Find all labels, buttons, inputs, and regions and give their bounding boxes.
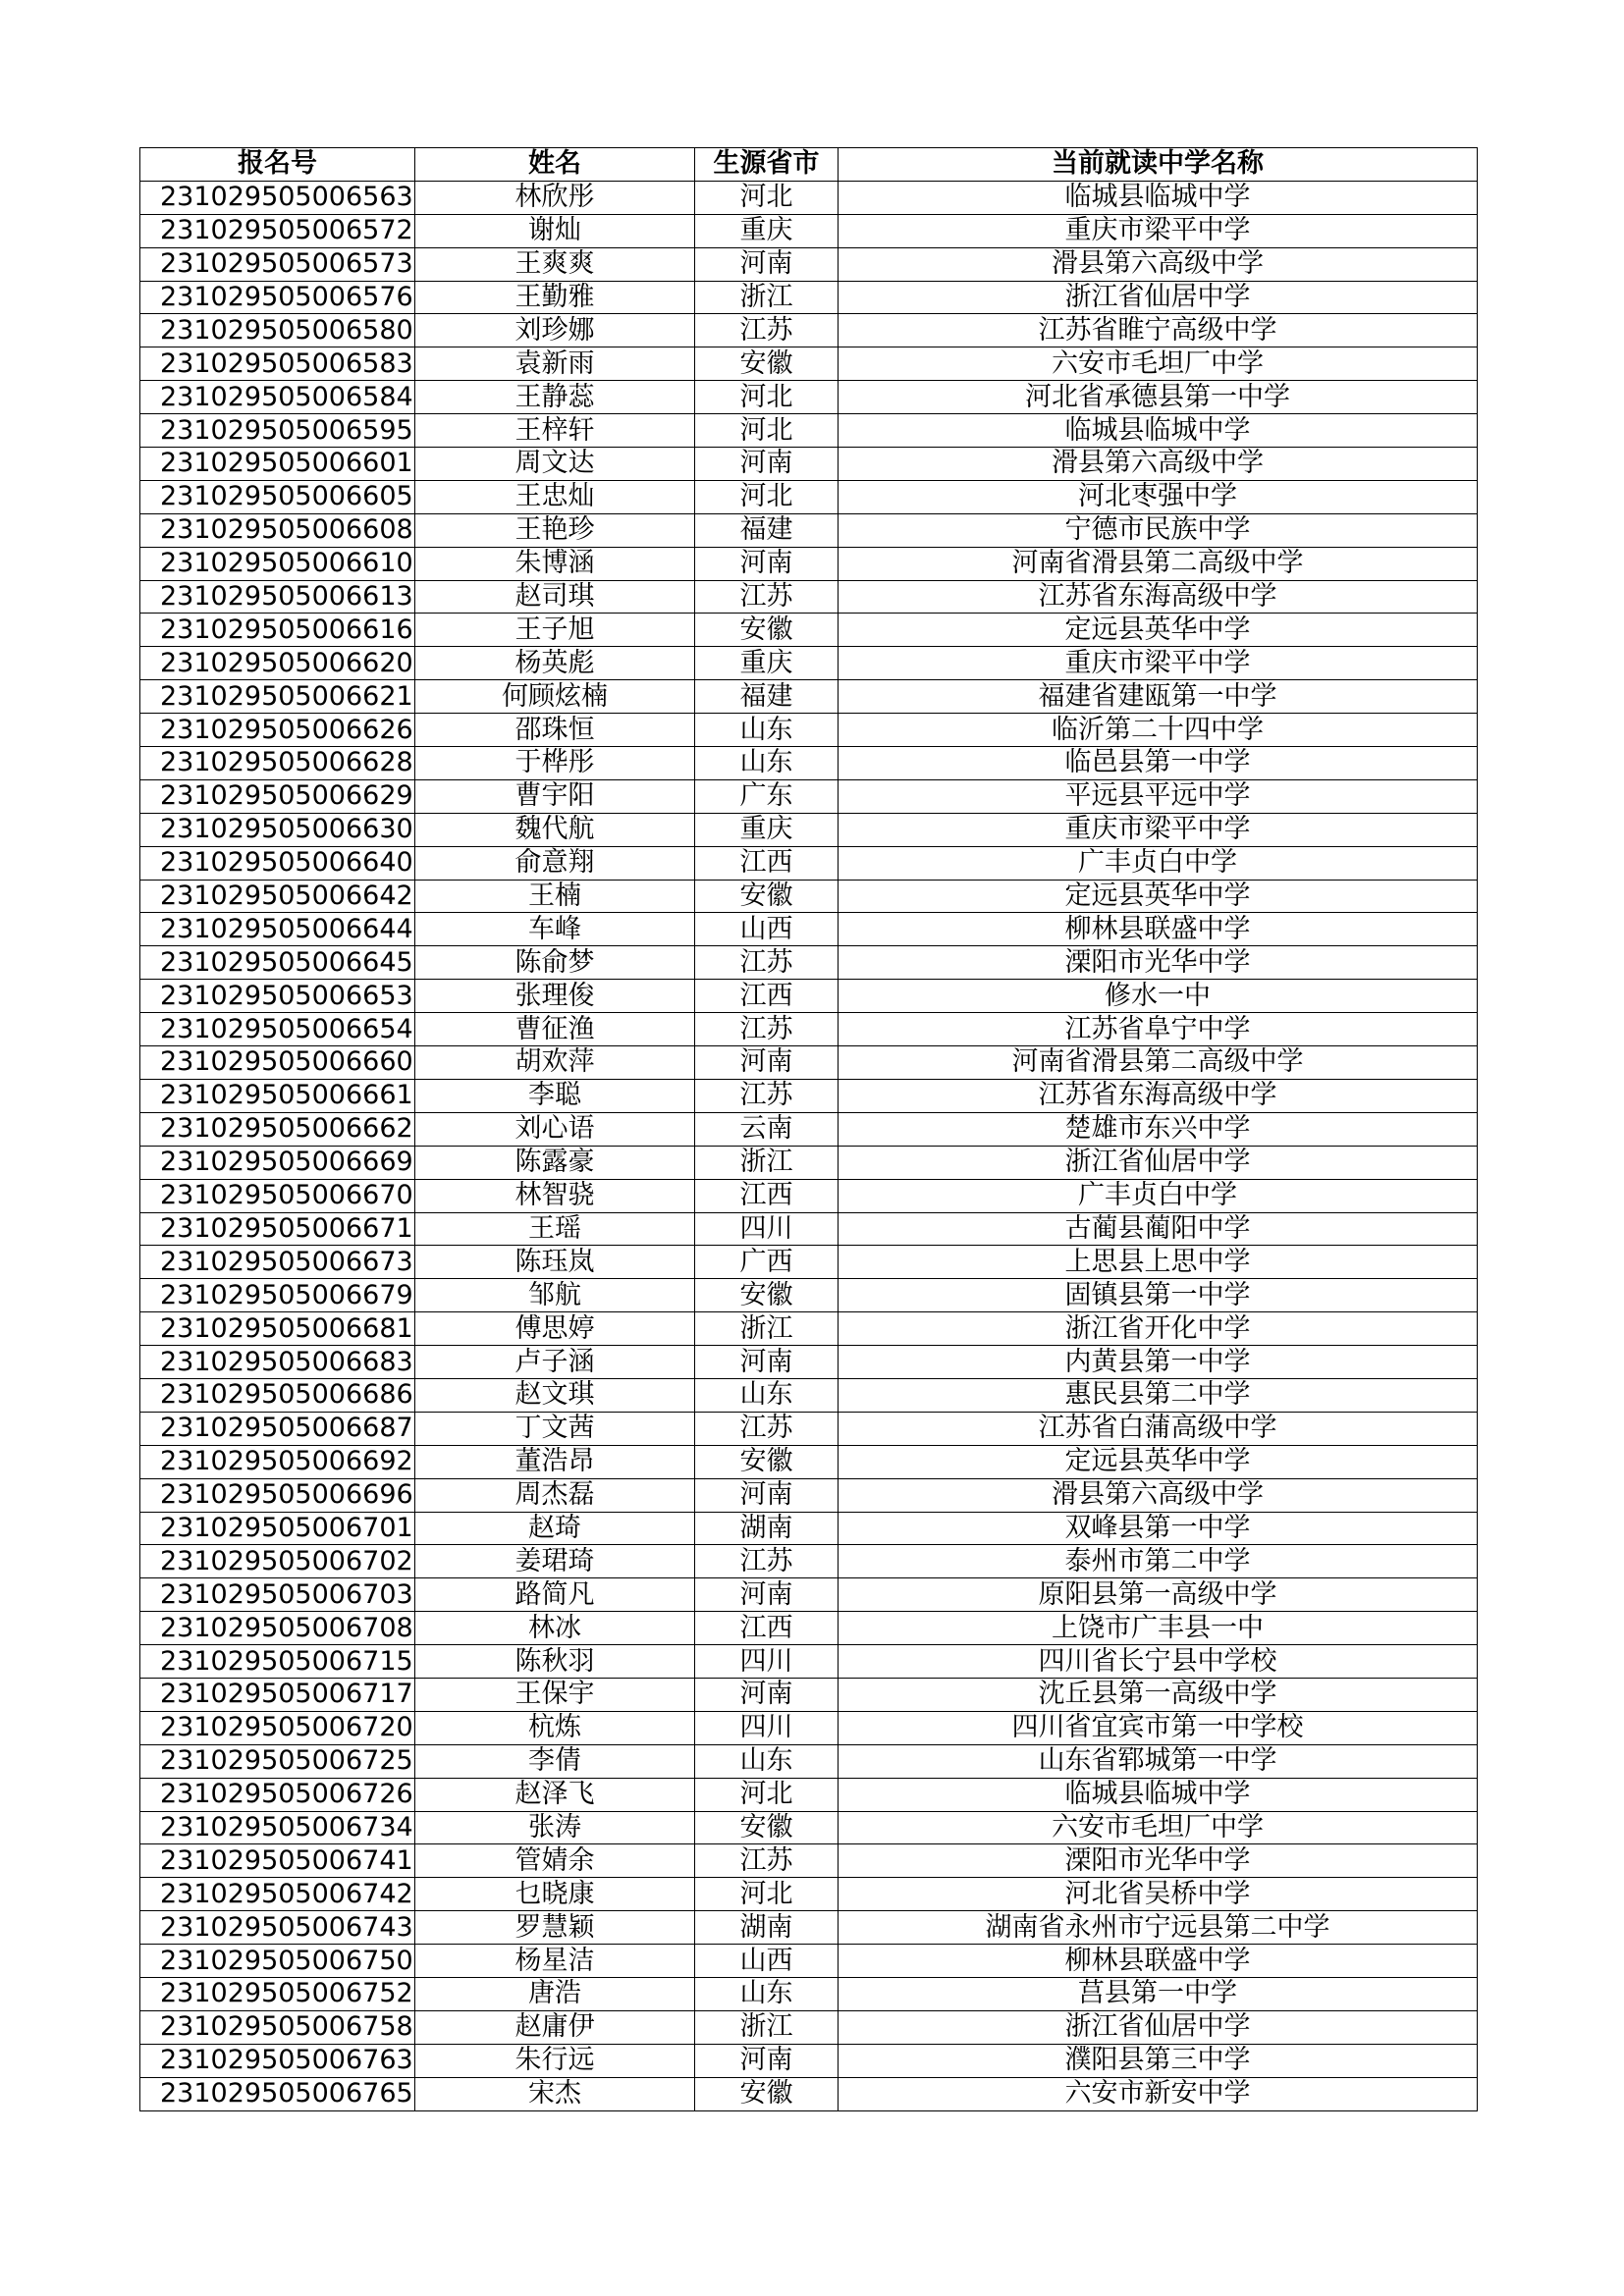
- table-row: [140, 1911, 1478, 1945]
- province-cell: 江苏: [695, 314, 839, 347]
- name-cell: 王勤雅: [415, 281, 695, 314]
- name-cell: 袁新雨: [415, 347, 695, 381]
- name-cell: 于桦彤: [415, 747, 695, 780]
- province-cell: 安徽: [695, 1279, 839, 1312]
- province-cell: 江苏: [695, 1013, 839, 1046]
- school-cell: 定远县英华中学: [839, 1445, 1478, 1478]
- school-cell: 湖南省永州市宁远县第二中学: [839, 1911, 1478, 1945]
- name-cell: 傅思婷: [415, 1312, 695, 1346]
- province-cell: 江苏: [695, 580, 839, 614]
- header-registration-number: 报名号: [140, 148, 415, 182]
- school-cell: 重庆市梁平中学: [839, 214, 1478, 247]
- name-cell: 赵司琪: [415, 580, 695, 614]
- province-cell: 云南: [695, 1112, 839, 1146]
- school-cell: 古蔺县蔺阳中学: [839, 1212, 1478, 1246]
- table-row: [140, 448, 1478, 481]
- name-cell: 周杰磊: [415, 1478, 695, 1512]
- table-row: [140, 1512, 1478, 1545]
- name-cell: 朱博涵: [415, 547, 695, 580]
- school-cell: 河南省滑县第二高级中学: [839, 1046, 1478, 1080]
- name-cell: 胡欢萍: [415, 1046, 695, 1080]
- school-cell: 江苏省阜宁中学: [839, 1013, 1478, 1046]
- name-cell: 李倩: [415, 1744, 695, 1778]
- registration-number-cell: 231029505006742: [140, 1878, 415, 1911]
- province-cell: 江苏: [695, 1545, 839, 1578]
- table-row: [140, 1146, 1478, 1179]
- name-cell: 曹征渔: [415, 1013, 695, 1046]
- province-cell: 河北: [695, 1778, 839, 1811]
- table-row: [140, 1013, 1478, 1046]
- registration-number-cell: 231029505006752: [140, 1977, 415, 2010]
- province-cell: 四川: [695, 1212, 839, 1246]
- school-cell: 临沂第二十四中学: [839, 714, 1478, 747]
- table-row: [140, 647, 1478, 680]
- school-cell: 浙江省仙居中学: [839, 281, 1478, 314]
- name-cell: 林欣彤: [415, 181, 695, 214]
- province-cell: 河南: [695, 547, 839, 580]
- registration-number-cell: 231029505006640: [140, 846, 415, 880]
- name-cell: 刘珍娜: [415, 314, 695, 347]
- table-row: [140, 813, 1478, 846]
- province-cell: 浙江: [695, 2010, 839, 2044]
- name-cell: 丁文茜: [415, 1412, 695, 1445]
- province-cell: 江西: [695, 1179, 839, 1212]
- province-cell: 河南: [695, 1046, 839, 1080]
- school-cell: 山东省郓城第一中学: [839, 1744, 1478, 1778]
- school-cell: 重庆市梁平中学: [839, 813, 1478, 846]
- table-row: [140, 281, 1478, 314]
- name-cell: 赵琦: [415, 1512, 695, 1545]
- school-cell: 溧阳市光华中学: [839, 1844, 1478, 1878]
- school-cell: 河南省滑县第二高级中学: [839, 547, 1478, 580]
- province-cell: 江西: [695, 846, 839, 880]
- name-cell: 姜珺琦: [415, 1545, 695, 1578]
- province-cell: 四川: [695, 1645, 839, 1679]
- province-cell: 重庆: [695, 647, 839, 680]
- school-cell: 浙江省仙居中学: [839, 2010, 1478, 2044]
- name-cell: 周文达: [415, 448, 695, 481]
- registration-number-cell: 231029505006683: [140, 1346, 415, 1379]
- province-cell: 浙江: [695, 281, 839, 314]
- table-row: [140, 580, 1478, 614]
- school-cell: 濮阳县第三中学: [839, 2044, 1478, 2077]
- school-cell: 江苏省白蒲高级中学: [839, 1412, 1478, 1445]
- student-table: [139, 147, 1478, 2111]
- registration-number-cell: 231029505006605: [140, 480, 415, 513]
- school-cell: 六安市毛坦厂中学: [839, 347, 1478, 381]
- province-cell: 福建: [695, 680, 839, 714]
- registration-number-cell: 231029505006692: [140, 1445, 415, 1478]
- registration-number-cell: 231029505006702: [140, 1545, 415, 1578]
- province-cell: 广东: [695, 779, 839, 813]
- table-row: [140, 1844, 1478, 1878]
- province-cell: 江西: [695, 1612, 839, 1645]
- name-cell: 王爽爽: [415, 247, 695, 281]
- name-cell: 王忠灿: [415, 480, 695, 513]
- table-row: [140, 1977, 1478, 2010]
- table-row: [140, 779, 1478, 813]
- name-cell: 张理俊: [415, 980, 695, 1013]
- registration-number-cell: 231029505006743: [140, 1911, 415, 1945]
- table-row: [140, 2010, 1478, 2044]
- registration-number-cell: 231029505006673: [140, 1246, 415, 1279]
- province-cell: 山西: [695, 1945, 839, 1978]
- school-cell: 临城县临城中学: [839, 1778, 1478, 1811]
- name-cell: 陈珏岚: [415, 1246, 695, 1279]
- registration-number-cell: 231029505006621: [140, 680, 415, 714]
- province-cell: 安徽: [695, 1445, 839, 1478]
- school-cell: 修水一中: [839, 980, 1478, 1013]
- registration-number-cell: 231029505006669: [140, 1146, 415, 1179]
- table-row: [140, 181, 1478, 214]
- province-cell: 浙江: [695, 1146, 839, 1179]
- registration-number-cell: 231029505006595: [140, 414, 415, 448]
- table-row: [140, 480, 1478, 513]
- registration-number-cell: 231029505006750: [140, 1945, 415, 1978]
- name-cell: 谢灿: [415, 214, 695, 247]
- table-row: [140, 1346, 1478, 1379]
- registration-number-cell: 231029505006576: [140, 281, 415, 314]
- registration-number-cell: 231029505006687: [140, 1412, 415, 1445]
- name-cell: 朱行远: [415, 2044, 695, 2077]
- school-cell: 定远县英华中学: [839, 614, 1478, 647]
- table-row: [140, 946, 1478, 980]
- registration-number-cell: 231029505006717: [140, 1678, 415, 1711]
- name-cell: 陈俞梦: [415, 946, 695, 980]
- province-cell: 河南: [695, 2044, 839, 2077]
- table-row: [140, 1545, 1478, 1578]
- name-cell: 杨英彪: [415, 647, 695, 680]
- registration-number-cell: 231029505006629: [140, 779, 415, 813]
- table-row: [140, 880, 1478, 913]
- table-row: [140, 1711, 1478, 1744]
- table-row: [140, 747, 1478, 780]
- name-cell: 王楠: [415, 880, 695, 913]
- header-row: [140, 148, 1478, 182]
- province-cell: 江苏: [695, 1844, 839, 1878]
- table-row: [140, 347, 1478, 381]
- school-cell: 浙江省仙居中学: [839, 1146, 1478, 1179]
- name-cell: 管婧余: [415, 1844, 695, 1878]
- table-row: [140, 381, 1478, 414]
- province-cell: 山西: [695, 913, 839, 946]
- school-cell: 临城县临城中学: [839, 181, 1478, 214]
- registration-number-cell: 231029505006645: [140, 946, 415, 980]
- province-cell: 河南: [695, 1578, 839, 1612]
- name-cell: 卢子涵: [415, 1346, 695, 1379]
- table-row: [140, 414, 1478, 448]
- school-cell: 滑县第六高级中学: [839, 448, 1478, 481]
- registration-number-cell: 231029505006610: [140, 547, 415, 580]
- name-cell: 陈露豪: [415, 1146, 695, 1179]
- name-cell: 王保宇: [415, 1678, 695, 1711]
- table-row: [140, 547, 1478, 580]
- province-cell: 湖南: [695, 1512, 839, 1545]
- province-cell: 安徽: [695, 1811, 839, 1844]
- header-name: 姓名: [415, 148, 695, 182]
- registration-number-cell: 231029505006573: [140, 247, 415, 281]
- table-row: [140, 913, 1478, 946]
- table-row: [140, 1412, 1478, 1445]
- table-row: [140, 247, 1478, 281]
- province-cell: 河南: [695, 247, 839, 281]
- province-cell: 河南: [695, 1678, 839, 1711]
- name-cell: 杭炼: [415, 1711, 695, 1744]
- school-cell: 滑县第六高级中学: [839, 1478, 1478, 1512]
- header-school: 当前就读中学名称: [839, 148, 1478, 182]
- school-cell: 四川省宜宾市第一中学校: [839, 1711, 1478, 1744]
- province-cell: 重庆: [695, 214, 839, 247]
- registration-number-cell: 231029505006626: [140, 714, 415, 747]
- name-cell: 王瑶: [415, 1212, 695, 1246]
- school-cell: 临邑县第一中学: [839, 747, 1478, 780]
- name-cell: 王静蕊: [415, 381, 695, 414]
- name-cell: 林智骁: [415, 1179, 695, 1212]
- school-cell: 福建省建瓯第一中学: [839, 680, 1478, 714]
- name-cell: 王梓轩: [415, 414, 695, 448]
- school-cell: 沈丘县第一高级中学: [839, 1678, 1478, 1711]
- registration-number-cell: 231029505006608: [140, 513, 415, 547]
- name-cell: 陈秋羽: [415, 1645, 695, 1679]
- registration-number-cell: 231029505006644: [140, 913, 415, 946]
- table-row: [140, 513, 1478, 547]
- registration-number-cell: 231029505006662: [140, 1112, 415, 1146]
- province-cell: 河北: [695, 1878, 839, 1911]
- table-row: [140, 1811, 1478, 1844]
- name-cell: 何顾炫楠: [415, 680, 695, 714]
- table-row: [140, 214, 1478, 247]
- school-cell: 惠民县第二中学: [839, 1378, 1478, 1412]
- table-row: [140, 1246, 1478, 1279]
- table-row: [140, 1378, 1478, 1412]
- school-cell: 上思县上思中学: [839, 1246, 1478, 1279]
- province-cell: 江苏: [695, 1079, 839, 1112]
- table-row: [140, 680, 1478, 714]
- registration-number-cell: 231029505006654: [140, 1013, 415, 1046]
- table-row: [140, 1578, 1478, 1612]
- name-cell: 王子旭: [415, 614, 695, 647]
- province-cell: 山东: [695, 1977, 839, 2010]
- province-cell: 河北: [695, 381, 839, 414]
- table-row: [140, 1312, 1478, 1346]
- registration-number-cell: 231029505006572: [140, 214, 415, 247]
- school-cell: 六安市新安中学: [839, 2077, 1478, 2110]
- name-cell: 杨星洁: [415, 1945, 695, 1978]
- registration-number-cell: 231029505006696: [140, 1478, 415, 1512]
- province-cell: 河北: [695, 414, 839, 448]
- school-cell: 六安市毛坦厂中学: [839, 1811, 1478, 1844]
- province-cell: 山东: [695, 1744, 839, 1778]
- name-cell: 乜晓康: [415, 1878, 695, 1911]
- registration-number-cell: 231029505006660: [140, 1046, 415, 1080]
- school-cell: 内黄县第一中学: [839, 1346, 1478, 1379]
- school-cell: 上饶市广丰县一中: [839, 1612, 1478, 1645]
- province-cell: 山东: [695, 714, 839, 747]
- registration-number-cell: 231029505006725: [140, 1744, 415, 1778]
- school-cell: 宁德市民族中学: [839, 513, 1478, 547]
- school-cell: 河北省承德县第一中学: [839, 381, 1478, 414]
- table-body: [140, 181, 1478, 2110]
- name-cell: 路简凡: [415, 1578, 695, 1612]
- province-cell: 江苏: [695, 1412, 839, 1445]
- school-cell: 重庆市梁平中学: [839, 647, 1478, 680]
- registration-number-cell: 231029505006620: [140, 647, 415, 680]
- table-row: [140, 1112, 1478, 1146]
- province-cell: 广西: [695, 1246, 839, 1279]
- registration-number-cell: 231029505006601: [140, 448, 415, 481]
- school-cell: 楚雄市东兴中学: [839, 1112, 1478, 1146]
- name-cell: 刘心语: [415, 1112, 695, 1146]
- school-cell: 江苏省睢宁高级中学: [839, 314, 1478, 347]
- table-row: [140, 846, 1478, 880]
- table-row: [140, 980, 1478, 1013]
- registration-number-cell: 231029505006765: [140, 2077, 415, 2110]
- school-cell: 滑县第六高级中学: [839, 247, 1478, 281]
- registration-number-cell: 231029505006616: [140, 614, 415, 647]
- name-cell: 董浩昂: [415, 1445, 695, 1478]
- school-cell: 定远县英华中学: [839, 880, 1478, 913]
- province-cell: 四川: [695, 1711, 839, 1744]
- table-row: [140, 1612, 1478, 1645]
- table-row: [140, 1945, 1478, 1978]
- province-cell: 湖南: [695, 1911, 839, 1945]
- table-row: [140, 1645, 1478, 1679]
- table-row: [140, 1445, 1478, 1478]
- name-cell: 宋杰: [415, 2077, 695, 2110]
- province-cell: 山东: [695, 1378, 839, 1412]
- province-cell: 浙江: [695, 1312, 839, 1346]
- table-row: [140, 2077, 1478, 2110]
- registration-number-cell: 231029505006584: [140, 381, 415, 414]
- name-cell: 唐浩: [415, 1977, 695, 2010]
- name-cell: 车峰: [415, 913, 695, 946]
- table-row: [140, 1878, 1478, 1911]
- province-cell: 河南: [695, 448, 839, 481]
- registration-number-cell: 231029505006720: [140, 1711, 415, 1744]
- registration-number-cell: 231029505006642: [140, 880, 415, 913]
- province-cell: 河南: [695, 1346, 839, 1379]
- name-cell: 赵文琪: [415, 1378, 695, 1412]
- school-cell: 泰州市第二中学: [839, 1545, 1478, 1578]
- school-cell: 广丰贞白中学: [839, 846, 1478, 880]
- province-cell: 江西: [695, 980, 839, 1013]
- registration-number-cell: 231029505006681: [140, 1312, 415, 1346]
- school-cell: 莒县第一中学: [839, 1977, 1478, 2010]
- table-row: [140, 614, 1478, 647]
- table-row: [140, 1478, 1478, 1512]
- province-cell: 河南: [695, 1478, 839, 1512]
- school-cell: 四川省长宁县中学校: [839, 1645, 1478, 1679]
- table-row: [140, 1179, 1478, 1212]
- registration-number-cell: 231029505006741: [140, 1844, 415, 1878]
- table-row: [140, 314, 1478, 347]
- registration-number-cell: 231029505006630: [140, 813, 415, 846]
- name-cell: 赵泽飞: [415, 1778, 695, 1811]
- province-cell: 重庆: [695, 813, 839, 846]
- registration-number-cell: 231029505006763: [140, 2044, 415, 2077]
- province-cell: 山东: [695, 747, 839, 780]
- school-cell: 溧阳市光华中学: [839, 946, 1478, 980]
- table-row: [140, 1212, 1478, 1246]
- registration-number-cell: 231029505006708: [140, 1612, 415, 1645]
- school-cell: 平远县平远中学: [839, 779, 1478, 813]
- table-row: [140, 1079, 1478, 1112]
- table-row: [140, 2044, 1478, 2077]
- registration-number-cell: 231029505006734: [140, 1811, 415, 1844]
- registration-number-cell: 231029505006583: [140, 347, 415, 381]
- registration-number-cell: 231029505006703: [140, 1578, 415, 1612]
- name-cell: 魏代航: [415, 813, 695, 846]
- name-cell: 林冰: [415, 1612, 695, 1645]
- name-cell: 罗慧颖: [415, 1911, 695, 1945]
- school-cell: 原阳县第一高级中学: [839, 1578, 1478, 1612]
- table-row: [140, 1778, 1478, 1811]
- registration-number-cell: 231029505006661: [140, 1079, 415, 1112]
- registration-number-cell: 231029505006671: [140, 1212, 415, 1246]
- province-cell: 河北: [695, 480, 839, 513]
- name-cell: 俞意翔: [415, 846, 695, 880]
- name-cell: 曹宇阳: [415, 779, 695, 813]
- table-row: [140, 714, 1478, 747]
- name-cell: 李聪: [415, 1079, 695, 1112]
- registration-number-cell: 231029505006726: [140, 1778, 415, 1811]
- registration-number-cell: 231029505006701: [140, 1512, 415, 1545]
- table-row: [140, 1744, 1478, 1778]
- school-cell: 江苏省东海高级中学: [839, 1079, 1478, 1112]
- province-cell: 福建: [695, 513, 839, 547]
- school-cell: 固镇县第一中学: [839, 1279, 1478, 1312]
- registration-number-cell: 231029505006679: [140, 1279, 415, 1312]
- name-cell: 赵庸伊: [415, 2010, 695, 2044]
- school-cell: 河北枣强中学: [839, 480, 1478, 513]
- registration-number-cell: 231029505006758: [140, 2010, 415, 2044]
- school-cell: 江苏省东海高级中学: [839, 580, 1478, 614]
- registration-number-cell: 231029505006686: [140, 1378, 415, 1412]
- registration-number-cell: 231029505006653: [140, 980, 415, 1013]
- registration-number-cell: 231029505006715: [140, 1645, 415, 1679]
- school-cell: 柳林县联盛中学: [839, 1945, 1478, 1978]
- province-cell: 安徽: [695, 880, 839, 913]
- registration-number-cell: 231029505006580: [140, 314, 415, 347]
- name-cell: 王艳珍: [415, 513, 695, 547]
- registration-number-cell: 231029505006613: [140, 580, 415, 614]
- registration-number-cell: 231029505006563: [140, 181, 415, 214]
- table-row: [140, 1046, 1478, 1080]
- name-cell: 张涛: [415, 1811, 695, 1844]
- school-cell: 浙江省开化中学: [839, 1312, 1478, 1346]
- table-row: [140, 1678, 1478, 1711]
- name-cell: 邹航: [415, 1279, 695, 1312]
- school-cell: 河北省吴桥中学: [839, 1878, 1478, 1911]
- school-cell: 广丰贞白中学: [839, 1179, 1478, 1212]
- table-row: [140, 1279, 1478, 1312]
- school-cell: 柳林县联盛中学: [839, 913, 1478, 946]
- school-cell: 双峰县第一中学: [839, 1512, 1478, 1545]
- registration-number-cell: 231029505006628: [140, 747, 415, 780]
- province-cell: 江苏: [695, 946, 839, 980]
- province-cell: 安徽: [695, 347, 839, 381]
- name-cell: 邵珠恒: [415, 714, 695, 747]
- province-cell: 河北: [695, 181, 839, 214]
- header-province: 生源省市: [695, 148, 839, 182]
- school-cell: 临城县临城中学: [839, 414, 1478, 448]
- province-cell: 安徽: [695, 614, 839, 647]
- province-cell: 安徽: [695, 2077, 839, 2110]
- registration-number-cell: 231029505006670: [140, 1179, 415, 1212]
